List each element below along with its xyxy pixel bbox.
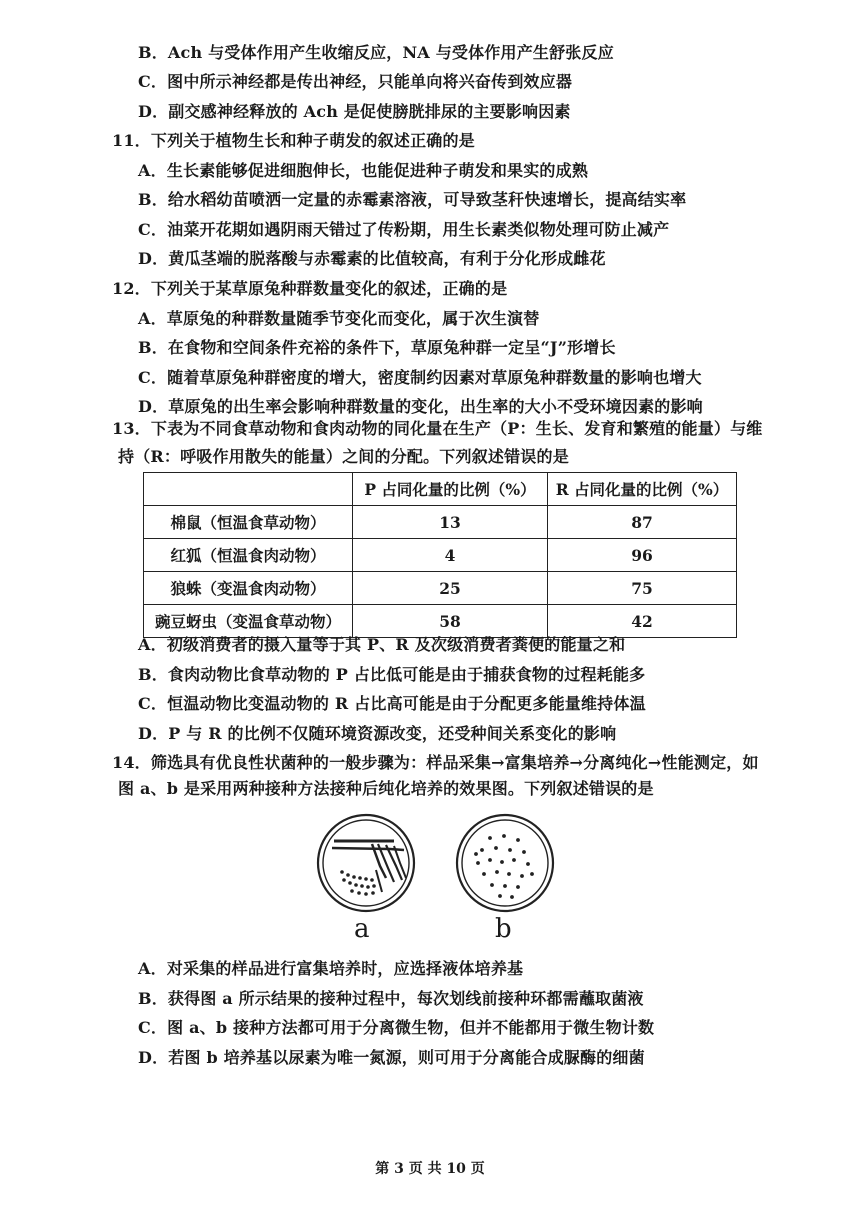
q14-option-b: B．获得图 a 所示结果的接种过程中，每次划线前接种环都需蘸取菌液 (138, 989, 644, 1008)
q11-option-a: A．生长素能够促进细胞伸长，也能促进种子萌发和果实的成熟 (138, 161, 589, 180)
table-row (144, 605, 737, 638)
table-row (144, 506, 737, 539)
table-cell: 75 (548, 572, 737, 605)
q13-option-c: C．恒温动物比变温动物的 R 占比高可能是由于分配更多能量维持体温 (138, 694, 646, 713)
spread-plate-b (457, 815, 553, 911)
figure-label-b: b (495, 914, 512, 944)
q14-option-c: C．图 a、b 接种方法都可用于分离微生物，但并不能都用于微生物计数 (138, 1018, 655, 1037)
petri-dish-illustrations (312, 808, 562, 920)
q12-stem: 12．下列关于某草原兔种群数量变化的叙述，正确的是 (112, 279, 508, 298)
table-row (144, 539, 737, 572)
table-cell: 87 (548, 506, 737, 539)
table-header-row (144, 473, 737, 506)
q12-option-d: D．草原兔的出生率会影响种群数量的变化，出生率的大小不受环境因素的影响 (138, 397, 703, 416)
table-cell: 狼蛛（变温食肉动物） (144, 572, 353, 605)
table-cell: 棉鼠（恒温食草动物） (144, 506, 353, 539)
q10-option-b: B．Ach 与受体作用产生收缩反应，NA 与受体作用产生舒张反应 (138, 43, 614, 62)
q12-option-c: C．随着草原兔种群密度的增大，密度制约因素对草原兔种群数量的影响也增大 (138, 368, 702, 387)
q14-option-d: D．若图 b 培养基以尿素为唯一氮源，则可用于分离能合成脲酶的细菌 (138, 1048, 645, 1067)
q14-stem-line2: 图 a、b 是采用两种接种方法接种后纯化培养的效果图。下列叙述错误的是 (118, 779, 654, 798)
q11-option-d: D．黄瓜茎端的脱落酸与赤霉素的比值较高，有利于分化形成雌花 (138, 249, 606, 268)
q12-option-a: A．草原兔的种群数量随季节变化而变化，属于次生演替 (138, 309, 540, 328)
table-header-cell: R 占同化量的比例（%） (548, 473, 737, 506)
q11-option-b: B．给水稻幼苗喷洒一定量的赤霉素溶液，可导致茎秆快速增长，提高结实率 (138, 190, 687, 209)
table-row (144, 572, 737, 605)
streak-plate-a (318, 815, 414, 911)
q14-option-a: A．对采集的样品进行富集培养时，应选择液体培养基 (138, 959, 524, 978)
table-cell: 96 (548, 539, 737, 572)
page-number-footer: 第 3 页 共 10 页 (375, 1161, 485, 1177)
q10-option-d: D．副交感神经释放的 Ach 是促使膀胱排尿的主要影响因素 (138, 102, 571, 121)
culture-plates-figure (312, 808, 562, 958)
q13-option-a: A．初级消费者的摄入量等于其 P、R 及次级消费者粪便的能量之和 (138, 635, 626, 654)
table-cell: 42 (548, 605, 737, 638)
table-cell: 红狐（恒温食肉动物） (144, 539, 353, 572)
q10-option-c: C．图中所示神经都是传出神经，只能单向将兴奋传到效应器 (138, 72, 573, 91)
figure-label-a: a (354, 914, 370, 944)
table-cell: 4 (353, 539, 548, 572)
q12-option-b: B．在食物和空间条件充裕的条件下，草原兔种群一定呈“J”形增长 (138, 338, 616, 357)
q13-stem-line2: 持（R：呼吸作用散失的能量）之间的分配。下列叙述错误的是 (118, 447, 569, 466)
q11-option-c: C．油菜开花期如遇阴雨天错过了传粉期，用生长素类似物处理可防止减产 (138, 220, 670, 239)
table-header-cell (144, 473, 353, 506)
q13-option-d: D．P 与 R 的比例不仅随环境资源改变，还受种间关系变化的影响 (138, 724, 617, 743)
table-cell: 豌豆蚜虫（变温食草动物） (144, 605, 353, 638)
table-header-cell: P 占同化量的比例（%） (353, 473, 548, 506)
q14-stem-line1: 14．筛选具有优良性状菌种的一般步骤为：样品采集→富集培养→分离纯化→性能测定，如 (112, 753, 759, 772)
q13-option-b: B．食肉动物比食草动物的 P 占比低可能是由于捕获食物的过程耗能多 (138, 665, 646, 684)
energy-allocation-table (143, 472, 737, 638)
table-cell: 25 (353, 572, 548, 605)
table-cell: 58 (353, 605, 548, 638)
q11-stem: 11．下列关于植物生长和种子萌发的叙述正确的是 (112, 131, 475, 150)
q13-stem-line1: 13．下表为不同食草动物和食肉动物的同化量在生产（P：生长、发育和繁殖的能量）与维 (112, 419, 763, 438)
table-cell: 13 (353, 506, 548, 539)
